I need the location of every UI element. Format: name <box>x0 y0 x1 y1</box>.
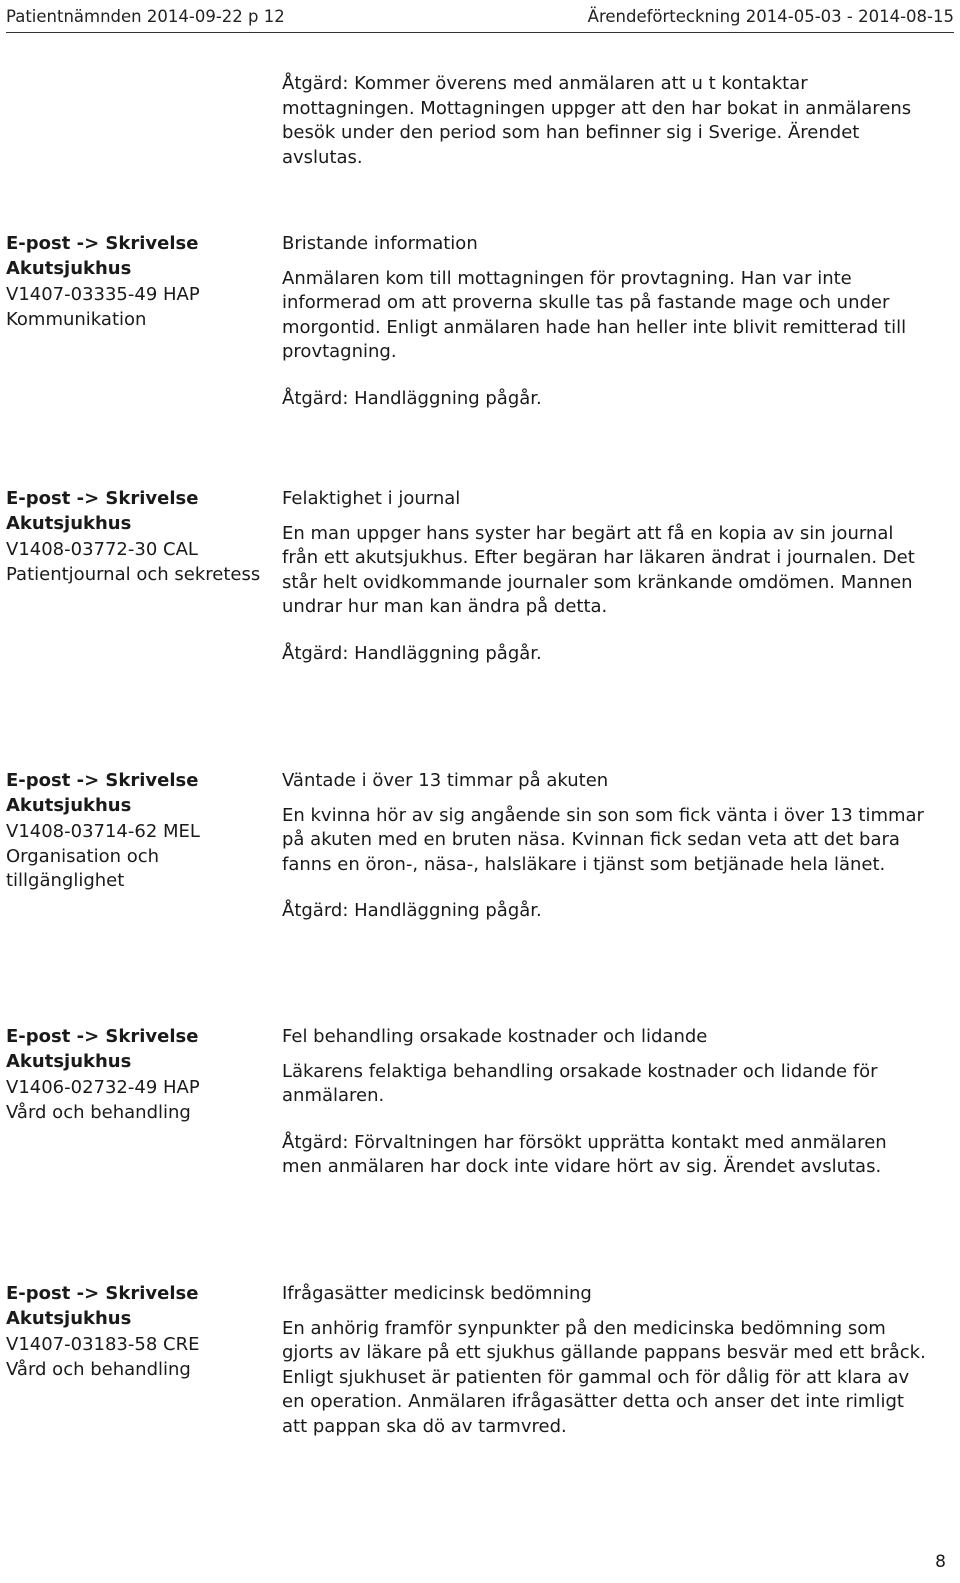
case-meta <box>6 487 268 587</box>
case-content <box>282 1282 932 1461</box>
case-meta <box>6 1025 268 1125</box>
case-source: E-post -> Skrivelse <box>6 233 199 254</box>
case-category: Organisation och tillgänglighet <box>6 845 160 891</box>
case-source: E-post -> Skrivelse <box>6 770 199 791</box>
case-title: Bristande information <box>282 233 478 254</box>
case-description: En anhörig framför synpunkter på den medicinska bedömning som gjorts av läkare på ett sjukhus gällande pappans besvär med ett bråck. Enligt sjukhuset är patienten för gammal och för dålig för att klara av en operation. Anmälaren ifrågasätter detta och anser det inte rimligt att pappan ska dö av tarmvred. <box>282 1317 926 1437</box>
case-unit: Akutsjukhus <box>6 512 132 534</box>
case-category: Kommunikation <box>6 308 147 330</box>
case-action: Åtgärd: Handläggning pågår. <box>282 642 542 664</box>
case-content <box>282 232 932 411</box>
case-meta <box>6 769 268 894</box>
case-category: Vård och behandling <box>6 1358 191 1380</box>
case-description: Läkarens felaktiga behandling orsakade kostnader och lidande för anmälaren. <box>282 1060 878 1106</box>
case-source: E-post -> Skrivelse <box>6 488 199 509</box>
case-unit: Akutsjukhus <box>6 1050 132 1072</box>
case-reference: V1407-03183-58 CRE <box>6 1334 200 1355</box>
header-right-text: Ärendeförteckning 2014-05-03 - 2014-08-15 <box>587 7 954 26</box>
header-left-text: Patientnämnden 2014-09-22 p 12 <box>6 7 285 26</box>
case-description: En man uppger hans syster har begärt att få en kopia av sin journal från ett akutsjukhus. Efter begäran har läkaren ändrat i journalen. Det står helt ovidkommande journaler som kränkande omdömen. Mannen undrar hur man kan ändra på detta. <box>282 522 915 617</box>
case-reference: V1407-03335-49 HAP <box>6 284 200 305</box>
case-reference: V1408-03714-62 MEL <box>6 821 200 842</box>
case-title: Väntade i över 13 timmar på akuten <box>282 770 609 791</box>
case-unit: Akutsjukhus <box>6 1307 132 1329</box>
case-source: E-post -> Skrivelse <box>6 1026 199 1047</box>
case-content <box>282 769 932 924</box>
case-unit: Akutsjukhus <box>6 257 132 279</box>
case-meta <box>6 232 268 332</box>
case-title: Ifrågasätter medicinsk bedömning <box>282 1283 592 1304</box>
case-description: Anmälaren kom till mottagningen för provtagning. Han var inte informerad om att proverna skulle tas på fastande mage och under morgontid. Enligt anmälaren hade han heller inte blivit remitterad till provtagning. <box>282 267 907 362</box>
page-number: 8 <box>935 1552 946 1572</box>
case-reference: V1408-03772-30 CAL <box>6 539 198 560</box>
case-unit: Akutsjukhus <box>6 794 132 816</box>
case-title: Felaktighet i journal <box>282 488 461 509</box>
case-reference: V1406-02732-49 HAP <box>6 1077 200 1098</box>
case-category: Vård och behandling <box>6 1101 191 1123</box>
case-source: E-post -> Skrivelse <box>6 1283 199 1304</box>
case-title: Fel behandling orsakade kostnader och lidande <box>282 1026 708 1047</box>
case-action: Åtgärd: Förvaltningen har försökt upprätta kontakt med anmälaren men anmälaren har dock inte vidare hört av sig. Ärendet avslutas. <box>282 1131 887 1177</box>
case-description: En kvinna hör av sig angående sin son som fick vänta i över 13 timmar på akuten med en bruten näsa. Kvinnan fick sedan veta att det bara fanns en öron-, näsa-, halsläkare i tjänst som betjänade hela länet. <box>282 804 924 875</box>
page-header <box>6 4 954 33</box>
case-action: Åtgärd: Handläggning pågår. <box>282 387 542 409</box>
case-meta <box>6 1282 268 1382</box>
case-action: Åtgärd: Handläggning pågår. <box>282 900 542 921</box>
case-content <box>282 487 932 666</box>
case-content <box>282 1025 932 1180</box>
intro-action-text: Åtgärd: Kommer överens med anmälaren att u t kontaktar mottagningen. Mottagningen uppger att den har bokat in anmälarens besök under den period som han befinner sig i Sverige. Ärendet avslutas. <box>282 73 912 168</box>
case-category: Patientjournal och sekretess <box>6 563 261 585</box>
